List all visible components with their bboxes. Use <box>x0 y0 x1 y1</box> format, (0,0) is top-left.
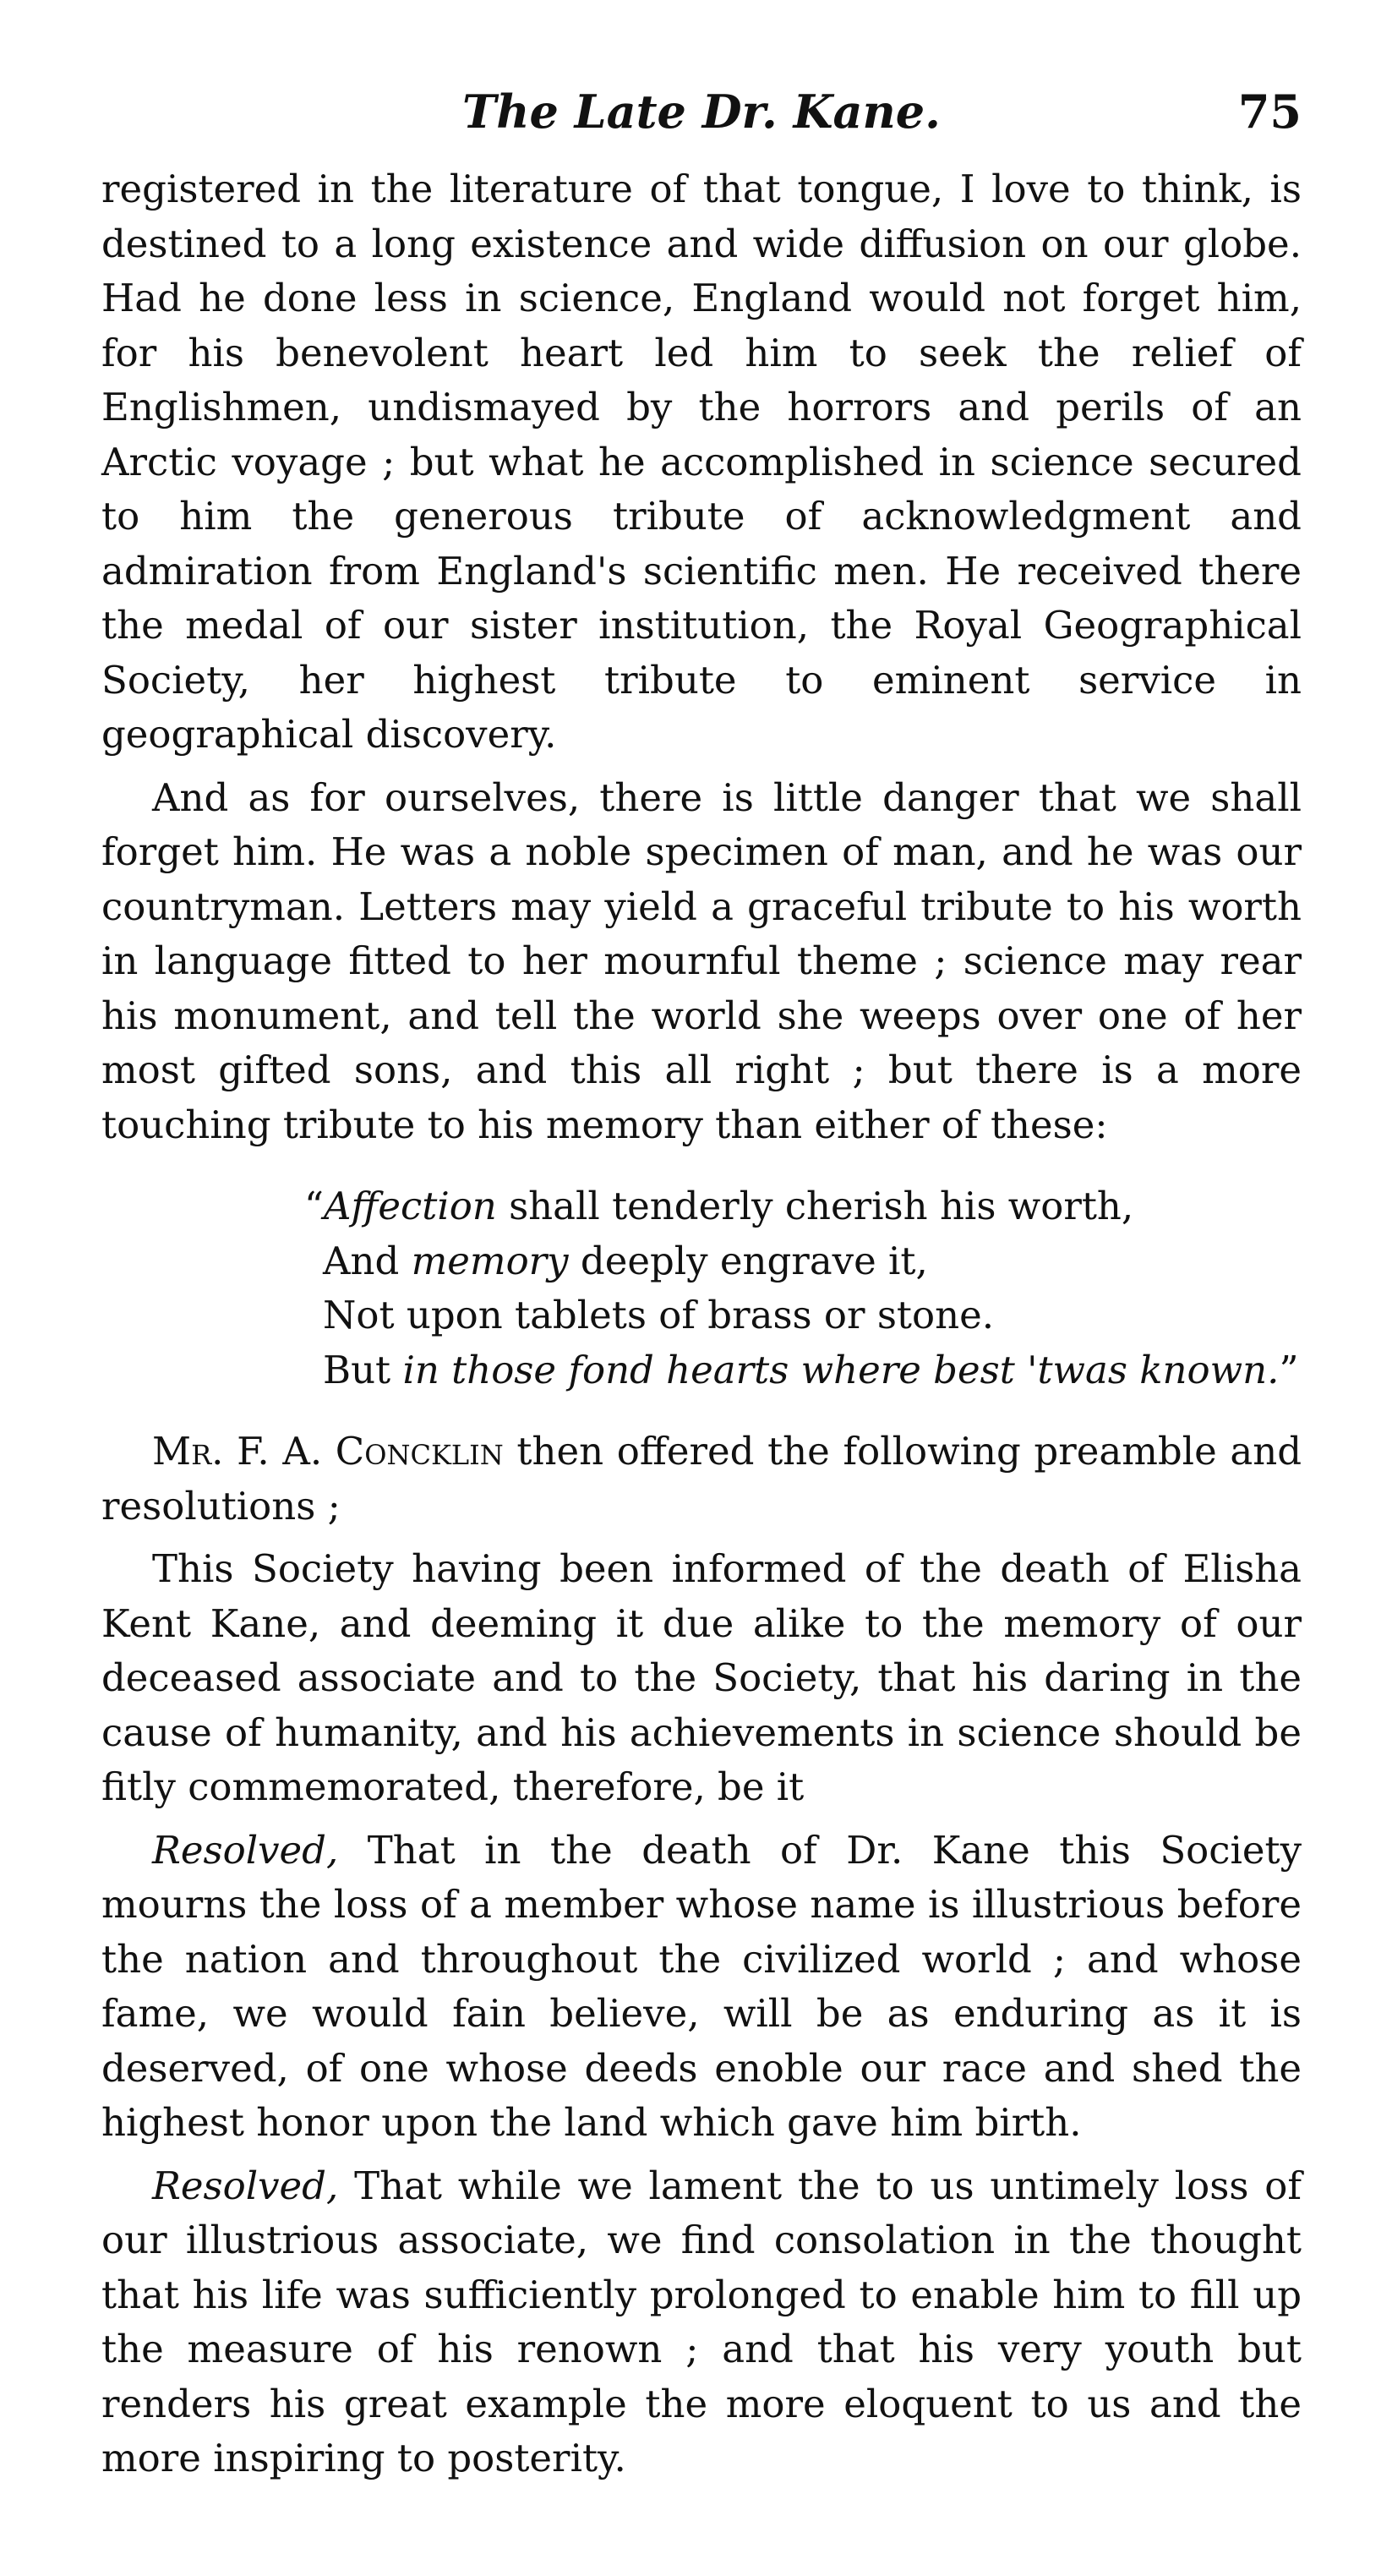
paragraph-continued: registered in the literature of that tongue, I love to think, is destined to a long existence and wide diffusion on our globe. Had he done less in science, England would not forget him, for his benevolent heart led him to seek the relief of Englishmen, undismayed by the horrors and perils of an Arctic voyage ; but what he accomplished in science secured to him the generous tribute of acknowledgment and admiration from England's scientific men. He received there the medal of our sister institution, the Royal Geographical Society, her highest tribute to eminent service in geographical discovery. <box>101 167 1302 757</box>
paragraph-preamble: This Society having been informed of the death of Elisha Kent Kane, and deeming it due alike to the memory of our deceased associate and to the Society, that his daring in the cause of humanity, and his achievements in science should be fitly commemorated, therefore, be it <box>101 1546 1302 1809</box>
resolved-label: Resolved, <box>152 2163 339 2208</box>
running-title: The Late Dr. Kane. <box>462 85 941 139</box>
paragraph-resolved-2: Resolved, That while we lament the to us untimely loss of our illustrious associate, we find consolation in the thought that his life was sufficiently prolonged to enable him to fill up the measure of his renown ; and that his very youth but renders his great example the more eloquent to us and the more inspiring to posterity. <box>101 2163 1302 2480</box>
page-body <box>101 162 1302 2486</box>
poem-line-1: “Affection shall tenderly cherish his worth, <box>304 1184 1134 1228</box>
poem-quote <box>304 1179 1302 1397</box>
poem-line-3: Not upon tablets of brass or stone. <box>323 1293 995 1337</box>
poem-line-2: And memory deeply engrave it, <box>323 1238 928 1283</box>
poem-line-4: But in those fond hearts where best 'twas known.” <box>323 1347 1299 1392</box>
paragraph-concklin: Mr. F. A. Concklin then offered the following preamble and resolutions ; <box>101 1429 1302 1529</box>
speaker-name: Mr. F. A. Concklin <box>152 1429 504 1474</box>
resolved-label: Resolved, <box>152 1827 339 1873</box>
paragraph-ourselves: And as for ourselves, there is little danger that we shall forget him. He was a noble specimen of man, and he was our countryman. Letters may yield a graceful tribute to his worth in language fitted to her mournful theme ; science may rear his monument, and tell the world she weeps over one of her most gifted sons, and this all right ; but there is a more touching tribute to his memory than either of these: <box>101 774 1302 1147</box>
running-header <box>101 78 1302 145</box>
paragraph-resolved-1: Resolved, That in the death of Dr. Kane this Society mourns the loss of a member whose name is illustrious before the nation and throughout the civilized world ; and whose fame, we would fain believe, will be as enduring as it is deserved, of one whose deeds enoble our race and shed the highest honor upon the land which gave him birth. <box>101 1827 1302 2145</box>
page-number: 75 <box>1237 85 1302 139</box>
